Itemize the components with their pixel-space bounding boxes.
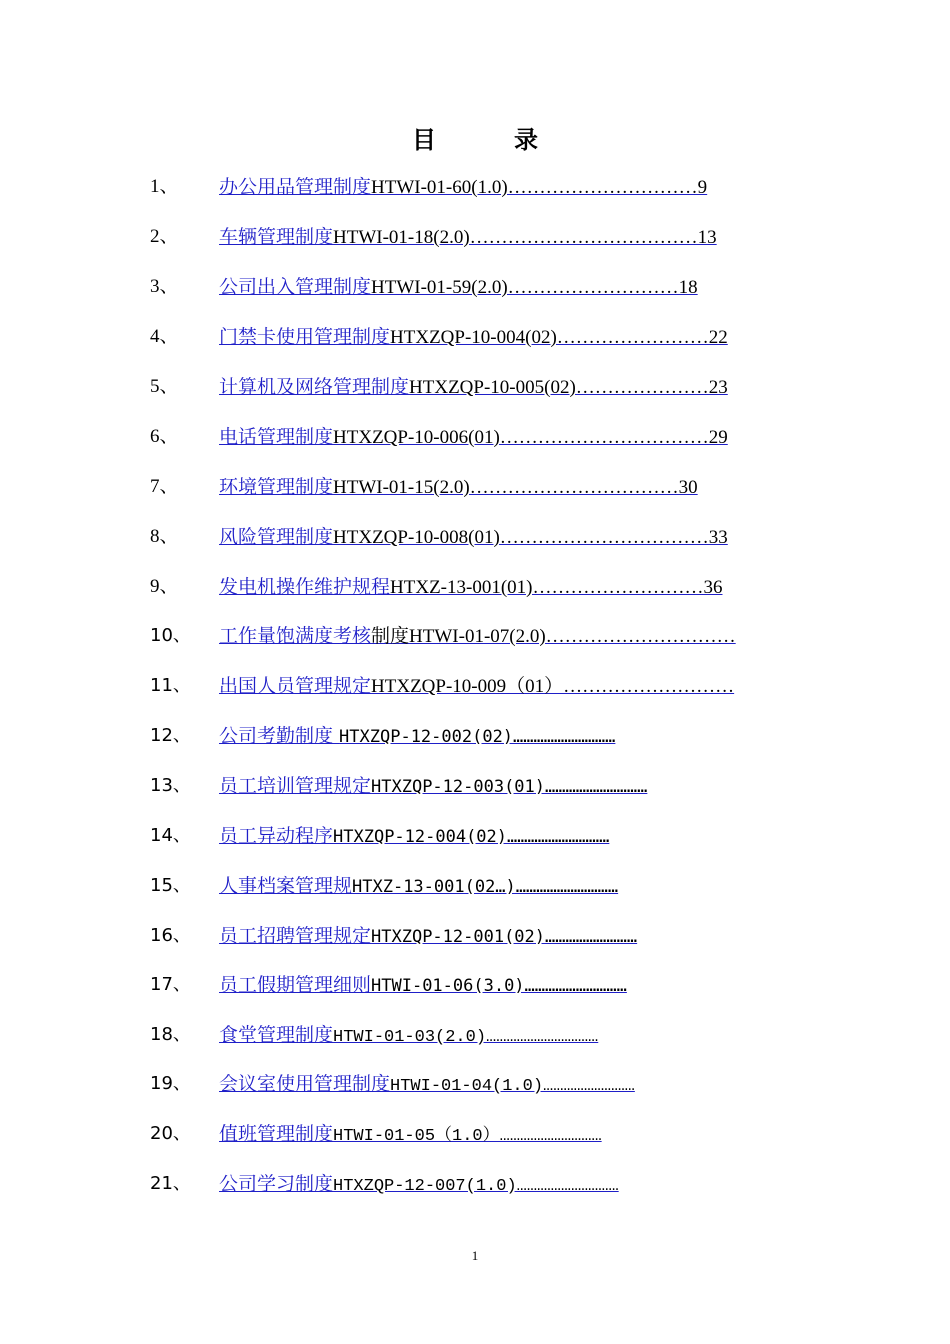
title-char-2: 录 (514, 126, 538, 154)
entry-link[interactable] (219, 172, 707, 203)
entry-number: 2、 (150, 226, 179, 247)
entry-link[interactable] (219, 970, 627, 1001)
entry-number: 21、 (150, 1173, 191, 1194)
entry-link[interactable] (219, 222, 717, 253)
entry-link[interactable] (219, 422, 728, 453)
entry-code: HTXZQP-10-009（01）……………………… (371, 676, 735, 697)
entry-code: HTXZ-13-001(01)………………………36 (390, 577, 723, 598)
entry-number: 14、 (150, 825, 191, 846)
entry-number: 16、 (150, 925, 191, 946)
entry-link[interactable] (219, 522, 728, 553)
entry-code: HTWI-01-59(2.0)………………………18 (371, 277, 698, 298)
entry-title[interactable]: 门禁卡使用管理制度 (219, 326, 391, 348)
entry-title[interactable]: 公司出入管理制度 (219, 276, 372, 298)
entry-number: 6、 (150, 426, 179, 447)
entry-number: 10、 (150, 625, 191, 646)
entry-link[interactable] (219, 871, 618, 902)
entry-number: 19、 (150, 1073, 191, 1094)
entry-code: HTWI-01-04(1.0)……………………… (390, 1077, 635, 1096)
entry-title[interactable]: 员工招聘管理规定 (219, 925, 372, 947)
entry-title[interactable]: 办公用品管理制度 (219, 176, 372, 198)
entry-code: HTWI-01-15(2.0)……………………………30 (333, 477, 698, 498)
entry-link[interactable] (219, 1119, 602, 1152)
entry-code: HTWI-01-06(3.0)………………………… (371, 976, 627, 996)
entry-title[interactable]: 值班管理制度 (219, 1123, 334, 1145)
entry-title[interactable]: 发电机操作维护规程 (219, 576, 391, 598)
entry-code: HTWI-01-18(2.0)………………………………13 (333, 227, 717, 248)
entry-code: HTWI-01-05（1.0）………………………… (333, 1127, 602, 1146)
entry-number: 8、 (150, 526, 179, 547)
entry-title-suffix: 制度 (371, 625, 410, 647)
entry-number: 4、 (150, 326, 179, 347)
entry-number: 18、 (150, 1024, 191, 1045)
entry-link[interactable] (219, 1069, 635, 1102)
entry-code: HTWI-01-60(1.0)…………………………9 (371, 177, 708, 198)
entry-link[interactable] (219, 721, 615, 752)
toc-title (0, 120, 950, 155)
entry-title[interactable]: 工作量饱满度考核 (219, 625, 372, 647)
entry-code: HTXZQP-12-002(02)………………………… (339, 727, 616, 747)
entry-link[interactable] (219, 322, 728, 353)
entry-link[interactable] (219, 771, 647, 802)
entry-link[interactable] (219, 572, 722, 603)
entry-number: 5、 (150, 376, 179, 397)
entry-code: HTXZQP-10-004(02)……………………22 (390, 327, 728, 348)
entry-number: 3、 (150, 276, 179, 297)
entry-code: HTXZQP-12-004(02)………………………… (333, 827, 610, 847)
entry-number: 7、 (150, 476, 179, 497)
entry-code: HTXZQP-12-001(02)……………………… (371, 927, 638, 947)
entry-title[interactable]: 员工异动程序 (219, 825, 334, 847)
entry-title[interactable]: 环境管理制度 (219, 476, 334, 498)
entry-title[interactable]: 电话管理制度 (219, 426, 334, 448)
entry-link[interactable] (219, 821, 609, 852)
entry-code: HTXZQP-12-007(1.0)………………………… (333, 1177, 619, 1196)
entry-title[interactable]: 风险管理制度 (219, 526, 334, 548)
entry-code: HTXZQP-10-008(01)……………………………33 (333, 527, 728, 548)
entry-number: 17、 (150, 974, 191, 995)
entry-title[interactable]: 公司学习制度 (219, 1173, 334, 1195)
entry-code: HTWI-01-03(2.0)…………………………… (333, 1028, 599, 1047)
entry-code: HTXZQP-10-006(01)……………………………29 (333, 427, 728, 448)
entry-number: 12、 (150, 725, 191, 746)
entry-title[interactable]: 车辆管理制度 (219, 226, 334, 248)
entry-link[interactable] (219, 472, 698, 503)
entry-number: 15、 (150, 875, 191, 896)
entry-title[interactable]: 会议室使用管理制度 (219, 1073, 391, 1095)
entry-title[interactable]: 计算机及网络管理制度 (219, 376, 410, 398)
entry-code: HTXZQP-10-005(02)…………………23 (409, 377, 728, 398)
entry-link[interactable] (219, 671, 734, 702)
entry-title[interactable]: 食堂管理制度 (219, 1024, 334, 1046)
entry-link[interactable] (219, 921, 637, 952)
entry-title[interactable]: 出国人员管理规定 (219, 675, 372, 697)
title-char-1: 目 (412, 126, 436, 154)
entry-number: 13、 (150, 775, 191, 796)
entry-code: HTXZ-13-001(02…)………………………… (352, 877, 619, 897)
entry-code: HTWI-01-07(2.0)………………………… (409, 626, 736, 647)
entry-title[interactable]: 员工假期管理细则 (219, 974, 372, 996)
entry-code: HTXZQP-12-003(01)………………………… (371, 777, 648, 797)
entry-number: 11、 (150, 675, 191, 696)
entry-title[interactable]: 员工培训管理规定 (219, 775, 372, 797)
entry-number: 1、 (150, 176, 179, 197)
entry-link[interactable] (219, 372, 728, 403)
entry-number: 9、 (150, 576, 179, 597)
page-number: 1 (471, 1248, 479, 1263)
entry-number: 20、 (150, 1123, 191, 1144)
entry-link[interactable] (219, 1169, 619, 1202)
entry-title[interactable]: 公司考勤制度 (219, 725, 340, 747)
entry-link[interactable] (219, 621, 736, 652)
entry-link[interactable] (219, 272, 698, 303)
entry-link[interactable] (219, 1020, 598, 1053)
entry-title[interactable]: 人事档案管理规 (219, 875, 353, 897)
